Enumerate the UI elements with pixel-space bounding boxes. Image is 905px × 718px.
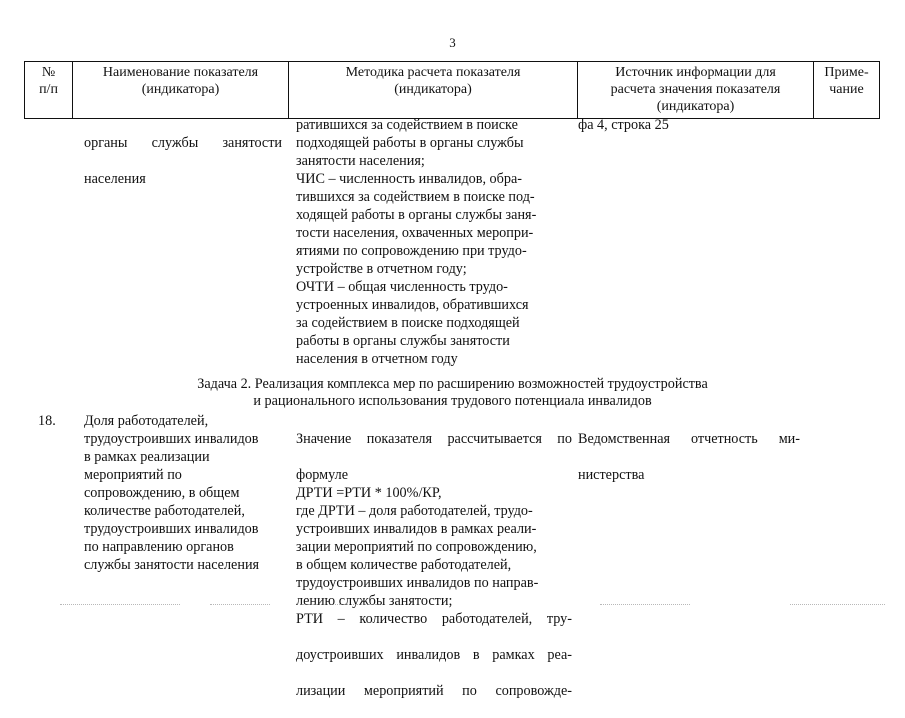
row-18-name: Доля работодателей, трудоустроивших инвалидов в рамках реализации мероприятий по сопровождению, в общем количестве работодателей, трудоустроивших инвалидов по направлению органов службы занятости населения <box>84 413 260 573</box>
header-information-source <box>578 62 814 119</box>
page-number: 3 <box>449 35 456 50</box>
row-18-method-line1: Значение показателя рассчитывается по <box>296 431 572 447</box>
row-18-number: 18. <box>38 413 56 429</box>
header-number <box>25 62 73 119</box>
header-calculation-method-label: Методика расчета показателя (индикатора) <box>345 65 521 97</box>
scan-artifact <box>60 604 180 611</box>
row-18-source-line1: Ведомственная отчетность ми- <box>578 431 800 447</box>
continued-row-method: ратившихся за содействием в поиске подходящей работы в органы службы занятости населения; ЧИС – численность инвалидов, обра- тившихся за содействием в поиске под- ходящей работы в органы службы заня- тости населения, охваченных меропри- ятиями по сопровождению при трудо- устройстве в отчетном году; ОЧТИ – общая численность трудо- устроенных инвалидов, обратившихся за содействием в поиске подходящей работы в органы службы занятости населения в отчетном году <box>296 117 537 367</box>
row-18-method-body: формуле ДРТИ =РТИ * 100%/КР, где ДРТИ – доля работодателей, трудо- устроивших инвалидов в рамках реали- зации мероприятий по сопровождению, в общем количестве работодателей, трудоустроивших инвалидов по направ- лению службы занятости; <box>296 467 539 609</box>
header-indicator-name-label: Наименование показателя (индикатора) <box>102 65 259 97</box>
task-2-heading: Задача 2. Реализация комплекса мер по расширению возможностей трудоустройства и рационального использования трудового потенциала инвалидов <box>197 376 708 409</box>
scan-artifact <box>300 604 380 611</box>
row-18-method <box>296 412 572 718</box>
scan-artifact <box>210 604 270 611</box>
header-information-source-label: Источник информации для расчета значения показателя (индикатора) <box>610 65 781 114</box>
header-indicator-name <box>73 62 289 119</box>
row-18-source-line2: нистерства <box>578 467 645 483</box>
scan-artifact <box>790 604 885 611</box>
continued-row-name-line1: органы службы занятости <box>84 135 283 151</box>
header-number-label: № п/п <box>39 65 58 97</box>
header-note <box>814 62 880 119</box>
row-18-method-rti-line2: доустроивших инвалидов в рамках реа- <box>296 647 572 663</box>
table-header-row <box>25 62 880 119</box>
continued-row-name-line2: населения <box>84 171 146 187</box>
continued-row-source: фа 4, строка 25 <box>578 117 669 133</box>
row-18-source <box>578 412 800 484</box>
row-18-method-rti-line1: РТИ – количество работодателей, тру- <box>296 611 572 627</box>
row-18-method-rti-line3: лизации мероприятий по сопровожде- <box>296 683 572 699</box>
scan-artifact <box>600 604 690 611</box>
indicator-table-header <box>24 61 880 119</box>
header-calculation-method <box>289 62 578 119</box>
header-note-label: Приме- чание <box>824 65 869 97</box>
continued-row-name <box>84 116 282 188</box>
